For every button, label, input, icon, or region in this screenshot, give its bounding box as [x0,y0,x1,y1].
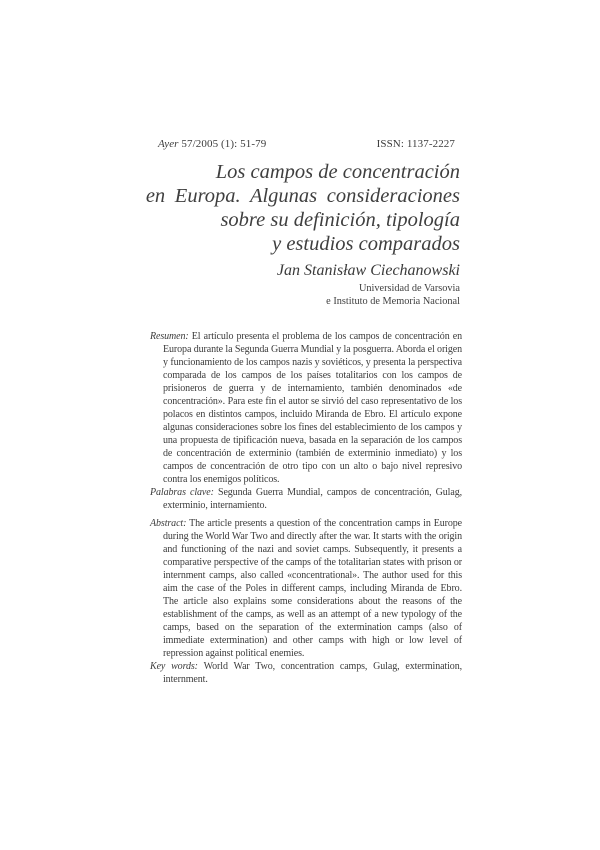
keywords-english-label: Key words: [150,661,198,672]
keywords-english [150,660,462,686]
issn: ISSN: 1137-2227 [376,138,455,150]
running-head [158,138,455,150]
title-line: en Europa. Algunas consideraciones [145,185,460,207]
abstract-english-text: The article presents a question of the concentration camps in Europe during the World War Two and directly after the war. It starts with the origin and functioning of the nazi and soviet camps. Subsequently, it presents a comparative perspective of the camps of the totalitarian states with prison or internment camps, also called «concentrational». The author used for this aim the case of the Poles in different camps, including Miranda de Ebro. The article also explains some considerations about the reasons of the establishment of the camps, as well as an attempt of a new typology of the camps, based on the separation of the extermination camps (also of immediate extermination) and other camps with high or low level of repression against political enemies. [163,518,462,659]
abstracts-section [150,330,462,686]
abstract-english-label: Abstract: [150,518,187,529]
journal-name: Ayer [158,138,179,150]
abstract-spanish-text: El artículo presenta el problema de los campos de concentración en Europa durante la Segunda Guerra Mundial y la posguerra. Aborda el origen y funcionamiento de los campos nazis y soviéticos, y presenta la perspectiva comparada de los campos de los países totalitarios con los campos de prisioneros de guerra y de internamiento, también denominados «de concentración». Para este fin el autor se sirvió del caso representativo de los polacos en distintos campos, incluido Miranda de Ebro. El artículo expone algunas consideraciones sobre los fines del establecimiento de los campos y una propuesta de tipificación nueva, basada en la separación de los campos de concentración de exterminio (también de exterminio inmediato) y los campos de concentración de otro tipo con un alto o bajo nivel represivo contra los enemigos políticos. [163,331,462,485]
journal-reference [158,138,266,150]
journal-issue-pages: 57/2005 (1): 51-79 [181,138,267,150]
article-title [120,160,460,256]
keywords-english-text: World War Two, concentration camps, Gulag, extermination, internment. [163,661,462,685]
title-line: y estudios comparados [272,233,460,255]
author-name: Jan Stanisław Ciechanowski [276,262,460,279]
affiliation-line: e Instituto de Memoria Nacional [326,295,460,307]
abstract-spanish-label: Resumen: [150,331,189,342]
title-line: Los campos de concentración [215,161,460,183]
author-block [200,261,460,308]
affiliation-line: Universidad de Varsovia [358,283,460,294]
author-affiliation [200,283,460,308]
title-line: sobre su definición, tipología [220,209,460,231]
abstract-spanish [150,330,462,486]
keywords-spanish [150,486,462,512]
keywords-spanish-label: Palabras clave: [150,487,214,498]
keywords-spanish-text: Segunda Guerra Mundial, campos de concentración, Gulag, exterminio, internamiento. [163,487,462,511]
abstract-english [150,517,462,660]
